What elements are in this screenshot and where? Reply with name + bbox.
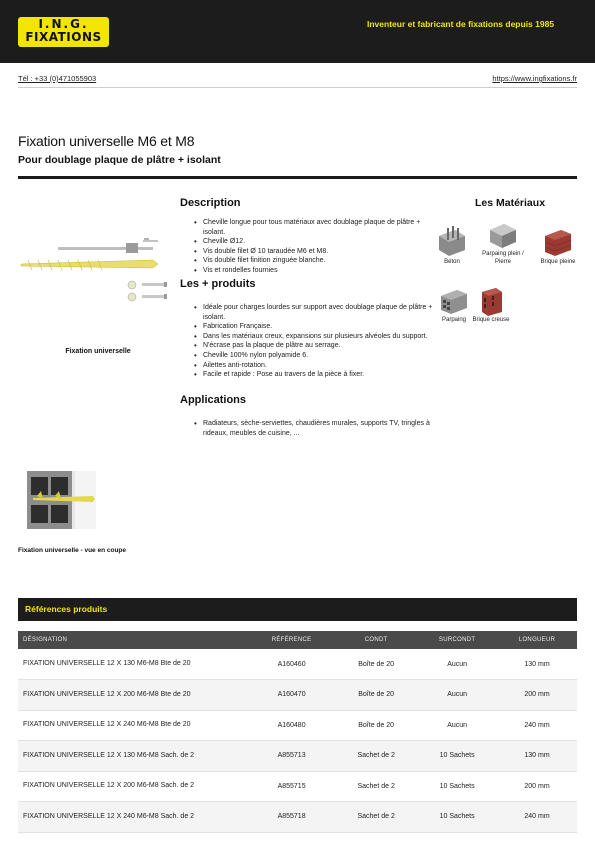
designation-cell: FIXATION UNIVERSELLE 12 X 240 M6-M8 Sach. de 2 [18,802,248,833]
length-cell: 130 mm [497,741,577,772]
column-header: SURCONDT [417,631,497,649]
column-header: RÉFÉRENCE [248,631,335,649]
column-header: LONGUEUR [497,631,577,649]
designation-cell: FIXATION UNIVERSELLE 12 X 200 M6-M8 Sach. de 2 [18,771,248,802]
list-item: • Fabrication Française. [194,322,438,332]
concrete-block-icon [437,226,467,258]
length-cell: 200 mm [497,680,577,711]
surcondt-cell: Aucun [417,680,497,711]
solid-brick-icon [543,228,573,258]
cross-section-caption: Fixation universelle - vue en coupe [18,547,127,554]
designation-cell: FIXATION UNIVERSELLE 12 X 130 M6-M8 Sach. de 2 [18,741,248,772]
length-cell: 130 mm [497,649,577,680]
column-header: CONDT [335,631,417,649]
column-header: DÉSIGNATION [18,631,248,649]
reference-cell: A160460 [248,649,335,680]
material-hollow-brick [466,286,516,324]
material-label: Béton [444,259,460,265]
references-bar [18,598,577,621]
condt-cell: Sachet de 2 [335,771,417,802]
material-label: Brique pleine [540,259,576,265]
designation-cell: FIXATION UNIVERSELLE 12 X 200 M6-M8 Bte de 20 [18,680,248,711]
list-item: • Cheville 100% nylon polyamide 6. [194,351,438,361]
hollow-block-icon [439,286,469,316]
references-heading: Références produits [25,604,108,614]
surcondt-cell: 10 Sachets [417,771,497,802]
length-cell: 240 mm [497,802,577,833]
condt-cell: Sachet de 2 [335,802,417,833]
product-image-caption: Fixation universelle [65,348,131,355]
company-tagline: Inventeur et fabricant de fixations depuis 1985 [367,19,555,29]
logo-line-2: FIXATIONS [25,30,102,44]
surcondt-cell: Aucun [417,649,497,680]
table-header-row [18,631,577,649]
materials-heading: Les Matériaux [475,197,546,209]
list-item: • Facile et rapide : Pose au travers de la pièce à fixer. [194,370,438,380]
surcondt-cell: Aucun [417,710,497,741]
references-table [18,631,577,833]
advantages-heading: Les + produits [180,278,256,290]
condt-cell: Boîte de 20 [335,680,417,711]
condt-cell: Boîte de 20 [335,710,417,741]
length-cell: 240 mm [497,710,577,741]
table-row [18,680,577,711]
material-label: Brique creuse [472,317,510,323]
list-item: • Dans les matériaux creux, expansions sur plusieurs alvéoles du support. [194,332,438,342]
solid-block-icon [488,222,518,250]
list-item: • Cheville Ø12. [194,237,438,247]
description-list [194,218,438,276]
length-cell: 200 mm [497,771,577,802]
applications-heading: Applications [180,394,247,406]
list-item: • Vis double filet Ø 10 taraudée M6 et M8. [194,247,438,257]
table-row [18,741,577,772]
designation-cell: FIXATION UNIVERSELLE 12 X 130 M6-M8 Bte de 20 [18,649,248,680]
material-label: Parpaing [441,317,467,323]
list-item: • Cheville longue pour tous matériaux avec doublage plaque de plâtre + isolant. [194,218,438,237]
page-title: Fixation universelle M6 et M8 [18,133,195,149]
cross-section-image [27,471,96,529]
list-item: • Ailettes anti-rotation. [194,361,438,371]
website-link[interactable]: https://www.ingfixations.fr [492,74,577,83]
description-heading: Description [180,197,241,209]
svg-text:M8: M8 [144,238,149,241]
phone-link[interactable]: Tél : +33 (0)471055903 [18,74,97,83]
applications-list [194,419,438,438]
reference-cell: A855715 [248,771,335,802]
material-solid-brick [538,228,578,266]
title-divider [18,176,577,179]
company-logo[interactable] [18,17,109,47]
table-row [18,771,577,802]
divider [18,87,577,88]
list-item: • N'écrase pas la plaque de plâtre au serrage. [194,341,438,351]
list-item: • Vis et rondelles fournies [194,266,438,276]
reference-cell: A855713 [248,741,335,772]
reference-cell: A855718 [248,802,335,833]
condt-cell: Boîte de 20 [335,649,417,680]
material-label: Parpaing plein / Pierre [482,251,524,265]
header-bar [0,0,595,63]
reference-cell: A160480 [248,710,335,741]
page-subtitle: Pour doublage plaque de plâtre + isolant [18,154,221,166]
list-item: • Idéale pour charges lourdes sur support avec doublage plaque de plâtre + isolant. [194,303,438,322]
product-image [18,238,178,318]
surcondt-cell: 10 Sachets [417,802,497,833]
list-item: • Vis double filet finition zinguée blanche. [194,256,438,266]
logo-line-1: I.N.G. [38,17,89,31]
surcondt-cell: 10 Sachets [417,741,497,772]
material-solid-block [476,222,530,266]
table-row [18,802,577,833]
condt-cell: Sachet de 2 [335,741,417,772]
advantages-list [194,303,438,380]
material-concrete [436,226,468,266]
table-row [18,649,577,680]
list-item: • Radiateurs, sèche-serviettes, chaudières murales, supports TV, tringles à rideaux, meubles de cuisine, ... [194,419,438,438]
table-row [18,710,577,741]
designation-cell: FIXATION UNIVERSELLE 12 X 240 M6-M8 Bte de 20 [18,710,248,741]
hollow-brick-icon [476,286,506,316]
reference-cell: A160470 [248,680,335,711]
